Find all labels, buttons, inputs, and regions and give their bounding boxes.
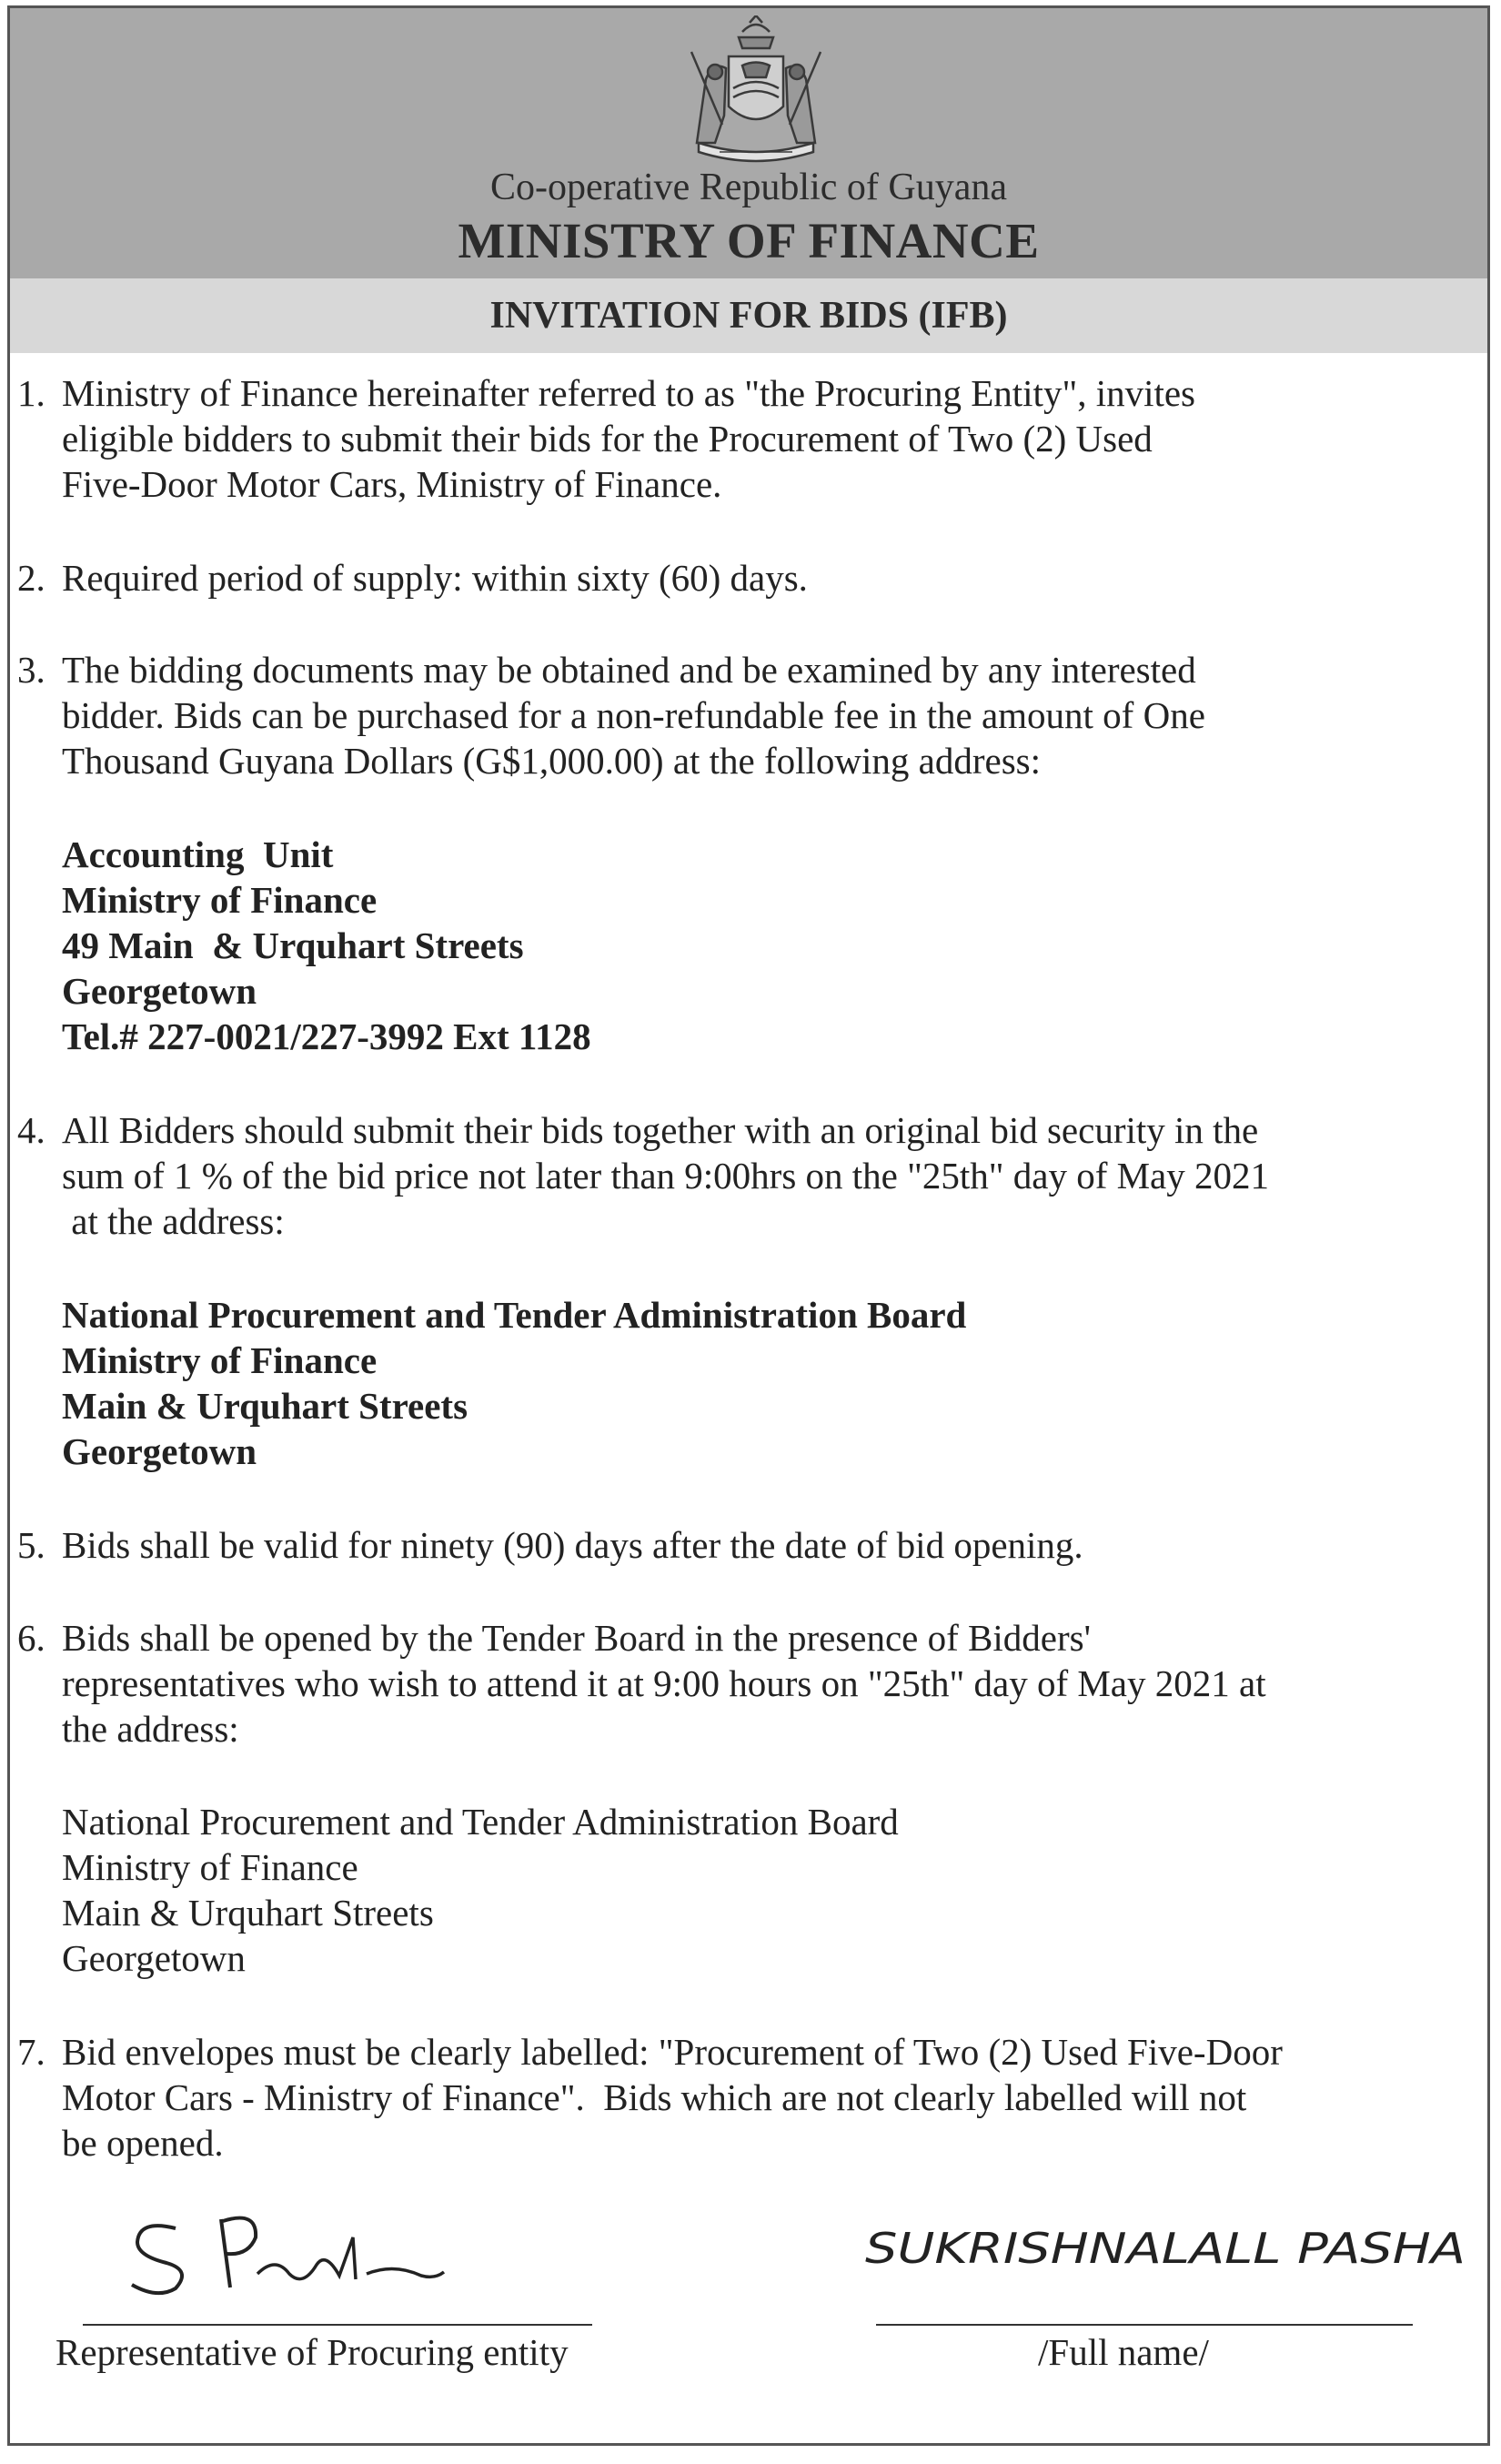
clause-line: Bid envelopes must be clearly labelled: "Procurement of Two (2) Used Five-Door	[62, 2031, 1283, 2073]
clause-number: 4.	[17, 1109, 45, 1151]
address-line: 49 Main & Urquhart Streets	[62, 924, 524, 966]
country-name: Co-operative Republic of Guyana	[490, 167, 1007, 208]
clause-text	[62, 1107, 1486, 1244]
purchase-address	[62, 832, 1335, 1059]
clause-line: Motor Cars - Ministry of Finance". Bids which are not clearly labelled will not	[62, 2076, 1247, 2118]
signature-line-right	[876, 2324, 1413, 2326]
address-line: National Procurement and Tender Administration Board	[62, 1294, 967, 1336]
clause-line: at the address:	[62, 1200, 285, 1242]
clause-line: Required period of supply: within sixty (60) days.	[62, 557, 808, 599]
address-line: Georgetown	[62, 970, 257, 1012]
full-name-handwriting	[861, 2219, 1475, 2292]
clause-line: Ministry of Finance hereinafter referred to as "the Procuring Entity", invites	[62, 372, 1196, 414]
clause-number: 3.	[17, 649, 45, 691]
header-band	[10, 8, 1487, 278]
ministry-name: MINISTRY OF FINANCE	[458, 213, 1040, 268]
clause-number: 1.	[17, 372, 45, 414]
clause-text	[62, 647, 1486, 783]
address-line: Accounting Unit	[62, 833, 334, 875]
address-line: Main & Urquhart Streets	[62, 1892, 434, 1934]
clause-line: sum of 1 % of the bid price not later than 9:00hrs on the "25th" day of May 2021	[62, 1155, 1269, 1197]
clause-number: 2.	[17, 557, 45, 599]
address-line: National Procurement and Tender Administration Board	[62, 1801, 899, 1843]
address-line: Ministry of Finance	[62, 1846, 358, 1888]
notice-body	[10, 353, 1487, 2464]
opening-address	[62, 1799, 1335, 1981]
notice-title: INVITATION FOR BIDS (IFB)	[489, 295, 1008, 337]
clause-line: bidder. Bids can be purchased for a non-refundable fee in the amount of One	[62, 694, 1205, 736]
signature-label-full-name: /Full name/	[1038, 2331, 1209, 2373]
clause-number: 6.	[17, 1617, 45, 1659]
notice-frame	[7, 5, 1490, 2446]
clause-line: the address:	[62, 1708, 239, 1750]
clause-line: All Bidders should submit their bids together with an original bid security in the	[62, 1109, 1259, 1151]
address-line: Tel.# 227-0021/227-3992 Ext 1128	[62, 1015, 591, 1057]
clause-number: 5.	[17, 1524, 45, 1566]
submission-address	[62, 1292, 1335, 1474]
clause-text	[62, 370, 1486, 507]
clause-number: 7.	[17, 2031, 45, 2073]
address-line: Main & Urquhart Streets	[62, 1385, 468, 1427]
coat-of-arms-icon	[679, 15, 833, 166]
clause-line: Bids shall be opened by the Tender Board in the presence of Bidders'	[62, 1617, 1091, 1659]
address-line: Ministry of Finance	[62, 879, 378, 921]
clause-text	[62, 2029, 1486, 2166]
clause-line: Thousand Guyana Dollars (G$1,000.00) at the following address:	[62, 740, 1042, 782]
clause-line: representatives who wish to attend it at 9:00 hours on "25th" day of May 2021 at	[62, 1662, 1266, 1704]
clause-text	[62, 1522, 1486, 1568]
clause-text	[62, 555, 1486, 601]
signature-line-left	[83, 2324, 592, 2326]
clause-line: Five-Door Motor Cars, Ministry of Finance.	[62, 463, 722, 505]
clause-text	[62, 1615, 1486, 1752]
signature-image	[121, 2201, 458, 2301]
clause-line: be opened.	[62, 2122, 224, 2164]
address-line: Georgetown	[62, 1430, 257, 1472]
title-band	[10, 278, 1487, 353]
clause-line: Bids shall be valid for ninety (90) days after the date of bid opening.	[62, 1524, 1083, 1566]
handwritten-full-name: SUKRISHNALALL PASHA	[865, 2224, 1466, 2273]
address-line: Georgetown	[62, 1937, 246, 1979]
address-line: Ministry of Finance	[62, 1339, 378, 1381]
signature-label-representative: Representative of Procuring entity	[55, 2331, 569, 2373]
clause-line: eligible bidders to submit their bids for the Procurement of Two (2) Used	[62, 418, 1153, 459]
clause-line: The bidding documents may be obtained and be examined by any interested	[62, 649, 1196, 691]
